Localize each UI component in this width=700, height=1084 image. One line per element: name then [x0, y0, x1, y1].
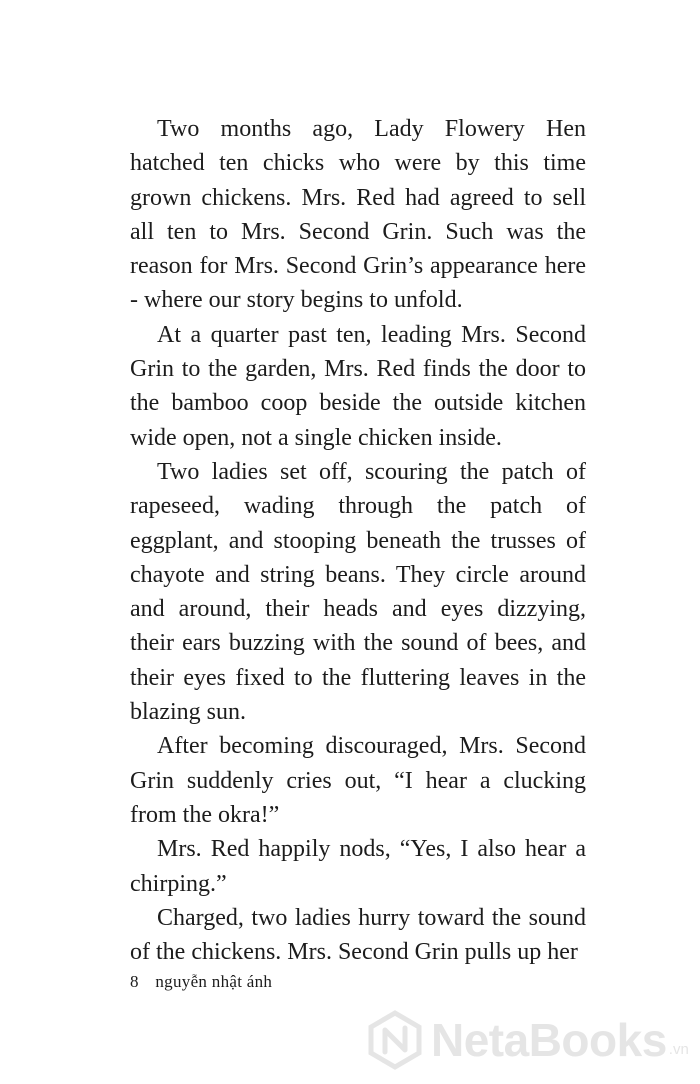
body-text	[130, 112, 586, 969]
watermark-brand: NetaBooks	[431, 1014, 667, 1066]
paragraph-5: Mrs. Red happily nods, “Yes, I also hear a chirping.”	[130, 836, 586, 897]
page-footer	[130, 972, 272, 992]
paragraph-1: Two months ago, Lady Flowery Hen hatched ten chicks who were by this time grown chickens. Mrs. Red had agreed to sell all ten to Mrs. Second Grin. Such was the reason for Mrs. Second Grin’s appearance here - where our story begins to unfold.	[130, 116, 586, 314]
author-name: nguyễn nhật ánh	[155, 972, 273, 991]
watermark	[365, 1005, 689, 1075]
paragraph-3: Two ladies set off, scouring the patch of rapeseed, wading through the patch of eggplant, and stooping beneath the trusses of chayote and string beans. They circle around and around, their heads and eyes dizzying, their ears buzzing with the sound of bees, and their eyes fixed to the fluttering leaves in the blazing sun.	[130, 458, 586, 726]
paragraph-2: At a quarter past ten, leading Mrs. Second Grin to the garden, Mrs. Red finds the door to the bamboo coop beside the outside kitchen wide open, not a single chicken inside.	[130, 321, 586, 451]
page-number: 8	[130, 972, 139, 991]
watermark-suffix: .vn	[668, 1040, 689, 1058]
paragraph-4: After becoming discouraged, Mrs. Second Grin suddenly cries out, “I hear a clucking from the okra!”	[130, 733, 586, 828]
netabooks-logo-icon	[365, 1010, 425, 1070]
paragraph-6: Charged, two ladies hurry toward the sound of the chickens. Mrs. Second Grin pulls up her	[130, 904, 586, 966]
